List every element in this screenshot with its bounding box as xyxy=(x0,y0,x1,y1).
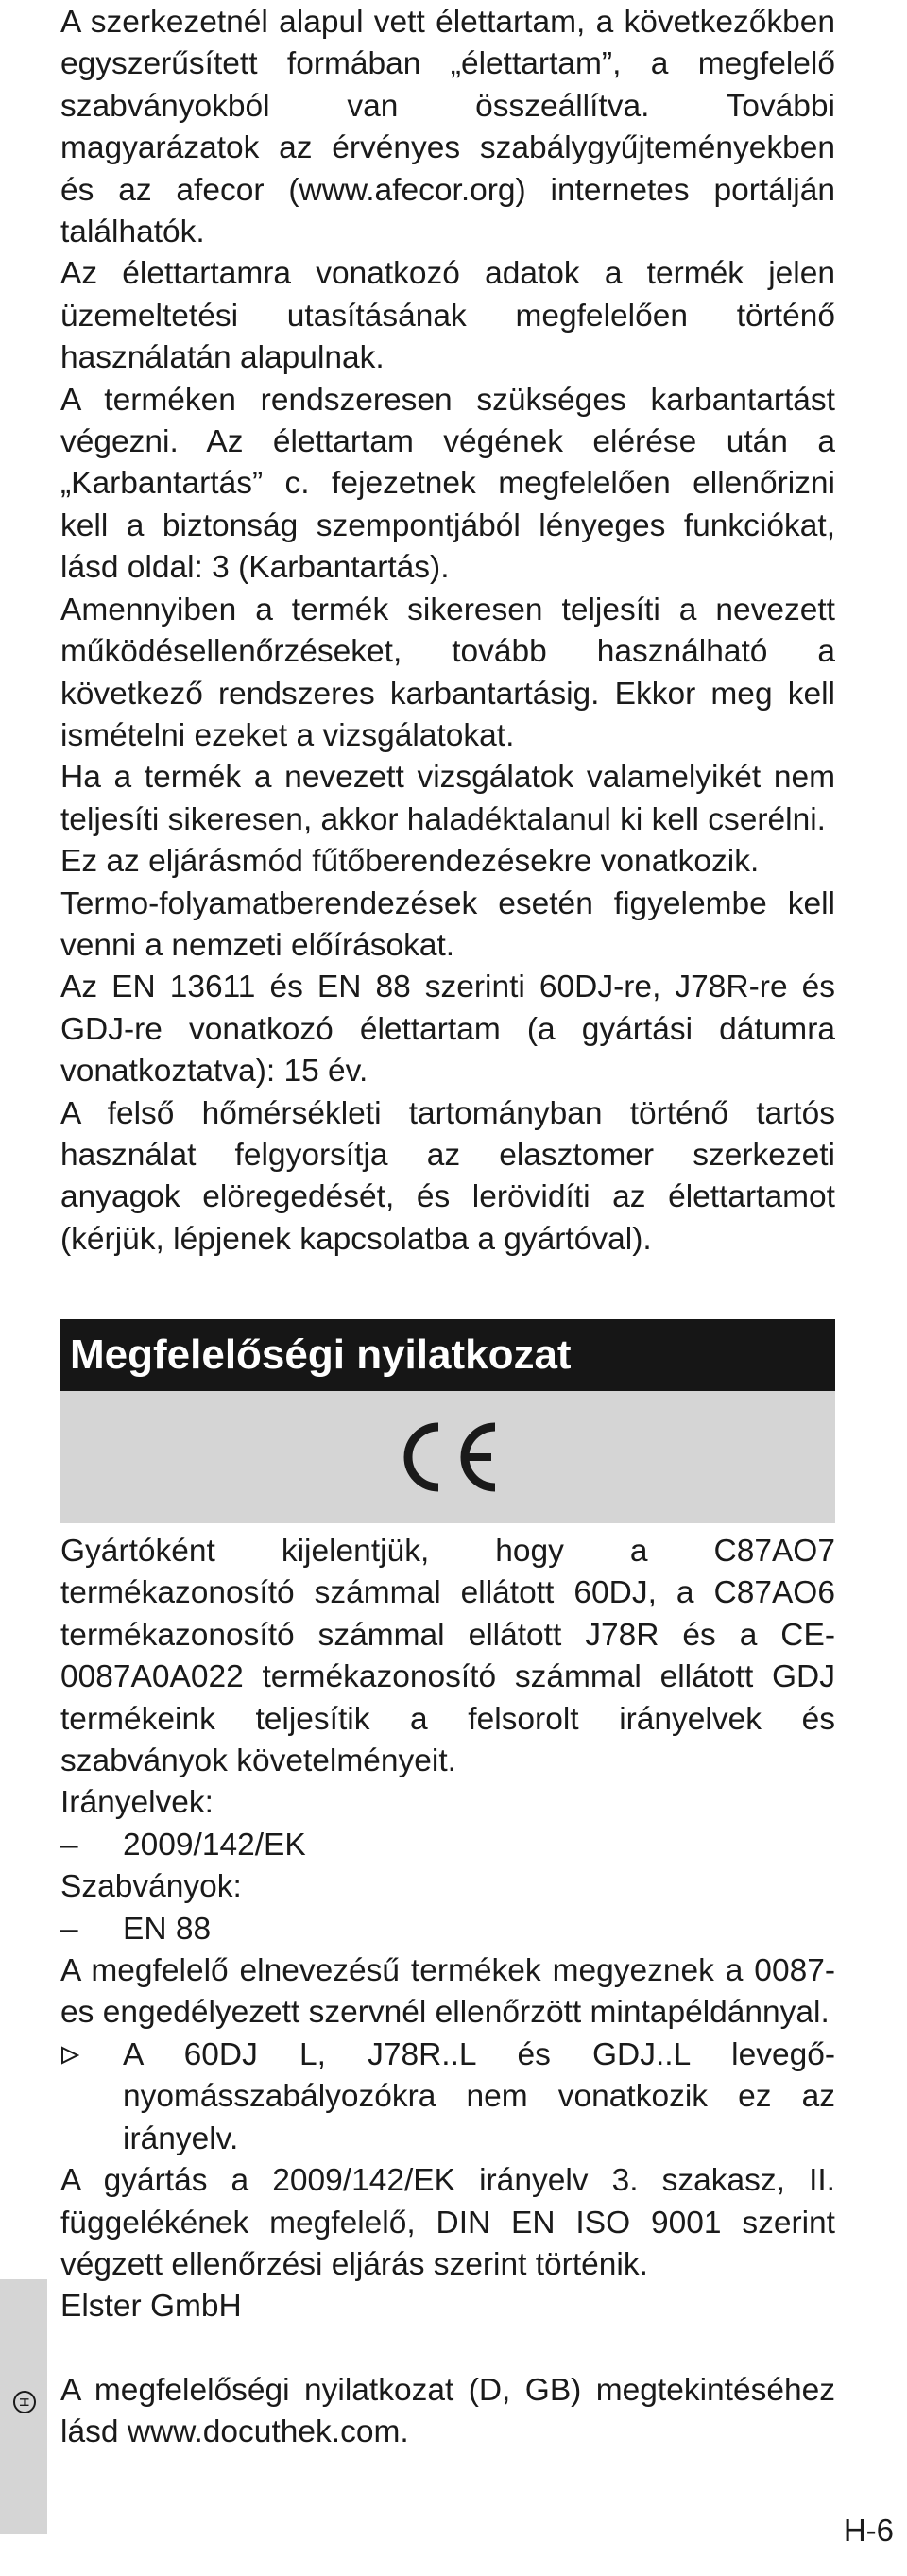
declaration-section xyxy=(60,1531,835,2328)
language-code: H xyxy=(17,2396,32,2408)
paragraph: A szerkezetnél alapul vett élettartam, a következőkben egyszerűsített formában „élettartam”, a megfelelő szabványokból van összeállítva. További magyarázatok az érvényes szabálygyűjteményekben és az afecor (www.afecor.org) internetes portálján találhatók. xyxy=(60,5,835,250)
intro-section xyxy=(60,0,835,1261)
declaration-statement: Gyártóként kijelentjük, hogy a C87AO7 termékazonosító számmal ellátott 60DJ, a C87AO6 termékazonosító számmal ellátott J78R és a CE-0087A0A022 termékazonosító számmal ellátott GDJ termékeink teljesítik a felsorolt irányelvek és szabványok követelményeit. xyxy=(60,1534,835,1779)
language-badge xyxy=(13,2391,36,2413)
language-side-tab xyxy=(0,2279,47,2534)
docuthek-note xyxy=(60,2370,835,2454)
page-number: H-6 xyxy=(843,2513,894,2548)
paragraph: Termo-folyamatberendezések esetén figyelembe kell venni a nemzeti előírásokat. xyxy=(60,885,835,963)
dash-bullet: – xyxy=(60,1827,78,1863)
directives-label: Irányelvek: xyxy=(60,1785,214,1821)
ce-mark-icon xyxy=(391,1417,505,1497)
paragraph: Ez az eljárásmód fűtőberendezésekre vonatkozik. xyxy=(60,844,760,880)
paragraph: Az EN 13611 és EN 88 szerinti 60DJ-re, J78R-re és GDJ-re vonatkozó élettartam (a gyártási dátumra vonatkoztatva): 15 év. xyxy=(60,970,835,1090)
triangle-arrow-icon xyxy=(60,2046,79,2065)
paragraph: Ha a termék a nevezett vizsgálatok valamelyikét nem teljesíti sikeresen, akkor haladéktalanul ki kell cserélni. xyxy=(60,760,835,837)
paragraph: Az élettartamra vonatkozó adatok a termék jelen üzemeltetési utasításának megfelelően történő használatán alapulnak. xyxy=(60,256,835,376)
directive-text: 2009/142/EK xyxy=(123,1827,306,1863)
production-text: A gyártás a 2009/142/EK irányelv 3. szakasz, II. függelékének megfelelő, DIN EN ISO 9001 szerint végzett ellenőrzési eljárás szerint történik. xyxy=(60,2163,835,2282)
section-heading-bar xyxy=(60,1319,835,1391)
paragraph: Amennyiben a termék sikeresen teljesíti a nevezett működésellenőrzéseket, tovább használható a következő rendszeres karbantartásig. Ekkor meg kell ismételni ezeket a vizsgálatokat. xyxy=(60,592,835,753)
directive-item xyxy=(60,1825,835,1866)
standards-label: Szabványok: xyxy=(60,1869,242,1905)
standard-item xyxy=(60,1909,835,1950)
docuthek-text: A megfelelőségi nyilatkozat (D, GB) megtekintéséhez lásd www.docuthek.com. xyxy=(60,2373,835,2450)
paragraph: A terméken rendszeresen szükséges karbantartást végezni. Az élettartam végének elérése után a „Karbantartás” c. fejezetnek megfelelően ellenőrizni kell a biztonság szempontjából lényeges funkciókat, lásd oldal: 3 (Karbantartás). xyxy=(60,382,835,586)
paragraph: A felső hőmérsékleti tartományban történő tartós használat felgyorsítja az elasztomer szerkezeti anyagok elöregedését, és lerövidíti az élettartamot (kérjük, lépjenek kapcsolatba a gyártóval). xyxy=(60,1095,835,1257)
ce-mark-box xyxy=(60,1391,835,1523)
section-heading: Megfelelőségi nyilatkozat xyxy=(70,1331,572,1378)
standard-text: EN 88 xyxy=(123,1911,212,1947)
conformity-text: A megfelelő elnevezésű termékek megyeznek a 0087-es engedélyezett szervnél ellenőrzött mintapéldánnyal. xyxy=(60,1953,835,2031)
dash-bullet: – xyxy=(60,1911,78,1947)
note-text: A 60DJ L, J78R..L és GDJ..L levegő-nyomásszabályozókra nem vonatkozik ez az irányelv. xyxy=(123,2036,835,2156)
company-name: Elster GmbH xyxy=(60,2289,242,2325)
note-item xyxy=(60,2035,835,2160)
